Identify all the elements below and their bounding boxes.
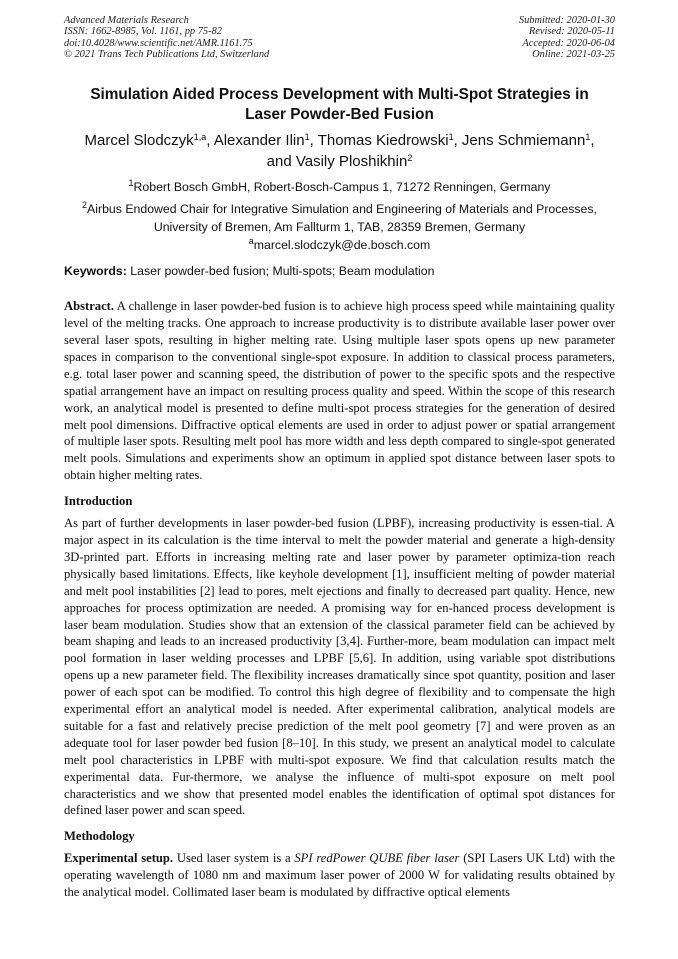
author-sup: 1 (304, 132, 310, 143)
affiliation-text: Airbus Endowed Chair for Integrative Simulation and Engineering of Materials and Processes, (87, 202, 597, 217)
abstract (64, 298, 615, 484)
laser-name: SPI redPower QUBE fiber laser (294, 851, 460, 866)
journal-issn: ISSN: 1662-8985, Vol. 1161, pp 75-82 (64, 26, 222, 38)
title-line-1: Simulation Aided Process Development with Multi-Spot Strategies in (90, 86, 589, 104)
author-line-1 (64, 130, 615, 151)
author-sup: 1 (448, 132, 454, 143)
submission-dates (519, 15, 615, 60)
setup-text: Used laser system is a (173, 851, 295, 866)
affiliation-2-line-1 (64, 200, 615, 218)
date-revised: Revised: 2020-05-11 (528, 26, 615, 38)
email-text: marcel.slodczyk@de.bosch.com (253, 238, 431, 253)
affiliation-sup: 1 (128, 178, 134, 189)
setup-text: (SPI Lasers UK Ltd) with the operating wavelength of 1080 nm and maximum laser power of 2000 W for validating results obtained by the analytical model. Collimated laser beam is modulated by diffractive optical elements (64, 851, 615, 900)
journal-name: Advanced Materials Research (64, 15, 189, 26)
setup-label: Experimental setup. (64, 851, 174, 866)
introduction-text: As part of further developments in laser powder-bed fusion (LPBF), increasing productivity is essen-tial. A major aspect in its calculation is the time interval to melt the powder material and generate a high-density 3D-printed part. Efforts in increasing melting rate and laser power by parameter optimiza-tion reach physically based limitations. Effects, like keyhole development [1], insufficient melting of powder material and melt pool instabilities [2] lead to pores, melt ejections and finally to decreased part quality. Hence, new approaches for process optimization are needed. A promising way for en-hanced process development is laser beam modulation. Studies show that an extension of the classical parameter field can be achieved by beam shaping and leads to an increased productivity [3,4]. Further-more, beam modulation can impact melt pool formation in laser welding processes and LPBF [5,6]. In addition, using variable spot distributions opens up a new parameter field. The flexibility increases dramatically since spot quantity, position and laser power of each spot can be modified. To control this high degree of flexibility and to compensate the high experimental effort an analytical model is needed. After experimental calibration, analytical models are suitable for a fast and relatively precise prediction of the melt pool geometry [7] and were proven as an adequate tool for laser powder bed fusion [8–10]. In this study, we present an analytical model to calculate melt pool characteristics in LPBF with multi-spot exposure. We find that calculation results match the experimental data. Fur-thermore, we analyse the influence of multi-spot exposure on melt pool characteristics and we show that presented model enables the identification of optimal spot distances for defined laser power and scan speed. (64, 516, 615, 818)
author-sup: 2 (407, 153, 413, 164)
affiliation-1 (64, 178, 615, 196)
title-line-2: Laser Powder-Bed Fusion (245, 106, 434, 124)
date-accepted: Accepted: 2020-06-04 (522, 37, 615, 49)
abstract-text: A challenge in laser powder-bed fusion is to achieve high process speed while maintaining quality level of the melting tracks. One approach to increase productivity is to distribute available laser power over several laser spots, resulting in higher melting rate. Using multiple laser spots opens up new parameter spaces in comparison to the conventional single-spot exposure. In addition to classical process parameters, e.g. total laser power and scanning speed, the distribution of power to the specific spots and the respective spatial arrangement have an impact on resulting process quality and speed. Within the scope of this research work, an analytical model is presented to define multi-spot process strategies for the generation of desired melt pool dimensions. Diffractive optical elements are used in order to adjust power or spatial arrangement of multiple laser spots. Resulting melt pool has more width and less depth compared to single-spot generated melt pools. Simulations and experiments show an optimum in applied spot distance between laser spots to obtain higher melting rates. (64, 299, 615, 483)
affiliation-text: Robert Bosch GmbH, Robert-Bosch-Campus 1, 71272 Renningen, Germany (133, 180, 551, 195)
paper-title (64, 85, 615, 125)
journal-header (64, 15, 615, 60)
author-list (64, 130, 615, 172)
author-sup: 1 (585, 132, 591, 143)
author-sup: 1,a (193, 132, 207, 143)
journal-doi: doi:10.4028/www.scientific.net/AMR.1161.75 (64, 37, 253, 49)
journal-info (64, 15, 269, 60)
email-sup: a (248, 236, 254, 247)
affiliation-sup: 2 (82, 200, 88, 211)
introduction-heading: Introduction (64, 494, 133, 509)
author-name: , Jens Schmiemann (453, 132, 586, 150)
author-name: and Vasily Ploshikhin (266, 153, 408, 171)
date-online: Online: 2021-03-25 (532, 48, 615, 60)
journal-copyright: © 2021 Trans Tech Publications Ltd, Switzerland (64, 48, 270, 60)
keywords-label: Keywords: (64, 264, 127, 279)
keywords (64, 263, 615, 279)
keywords-text: Laser powder-bed fusion; Multi-spots; Beam modulation (126, 264, 435, 279)
author-name: Marcel Slodczyk (84, 132, 194, 150)
author-name: , Alexander Ilin (206, 132, 305, 150)
affiliation-2-line-2: University of Bremen, Am Fallturm 1, TAB, 28359 Bremen, Germany (153, 220, 526, 235)
methodology-text (64, 850, 615, 901)
author-name: , Thomas Kiedrowski (309, 132, 449, 150)
affiliation-2 (64, 200, 615, 254)
author-separator: , (590, 132, 595, 150)
date-submitted: Submitted: 2020-01-30 (518, 15, 615, 26)
author-email (64, 236, 615, 254)
abstract-label: Abstract. (64, 299, 115, 314)
author-line-2 (64, 151, 615, 172)
methodology-heading: Methodology (64, 829, 135, 844)
